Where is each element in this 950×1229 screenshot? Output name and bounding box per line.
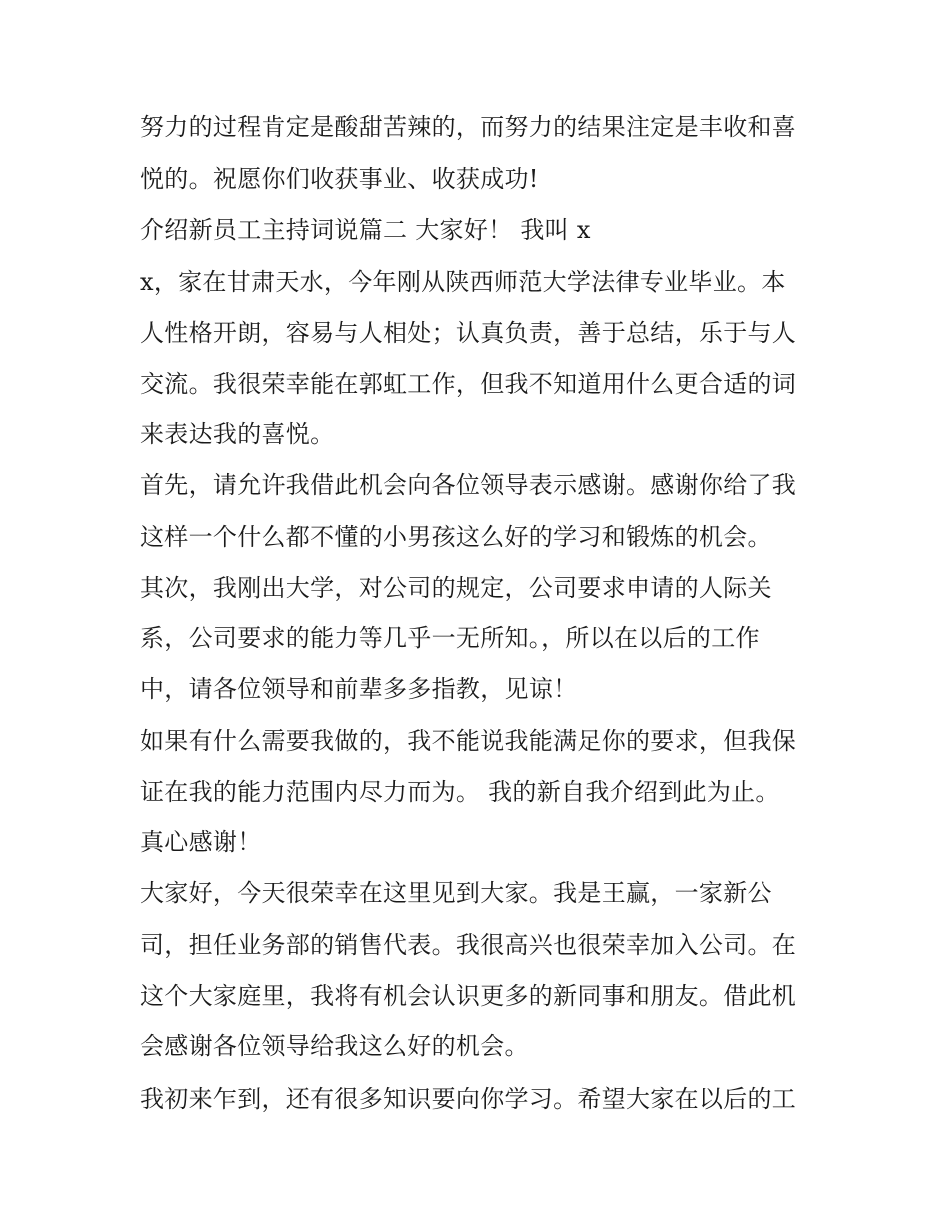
text-line: 司，担任业务部的销售代表。我很高兴也很荣幸加入公司。在: [140, 931, 797, 959]
text-line: 如果有什么需要我做的，我不能说我能满足你的要求，但我保: [140, 727, 797, 755]
text-line: 悦的。祝愿你们收获事业、收获成功!: [140, 165, 539, 193]
text-line: 首先，请允许我借此机会向各位领导表示感谢。感谢你给了我: [140, 471, 797, 499]
text-line: 来表达我的喜悦。: [140, 420, 335, 448]
text-line: 系，公司要求的能力等几乎一无所知。，所以在以后的工作: [140, 624, 760, 652]
text-line: 大家好，今天很荣幸在这里见到大家。我是王赢，一家新公: [140, 879, 772, 907]
text-line: 这个大家庭里，我将有机会认识更多的新同事和朋友。借此机: [140, 982, 797, 1010]
text-line: 会感谢各位领导给我这么好的机会。: [140, 1032, 529, 1060]
text-line: 努力的过程肯定是酸甜苦辣的，而努力的结果注定是丰收和喜: [140, 113, 797, 141]
text-line: 其次，我刚出大学，对公司的规定，公司要求申请的人际关: [140, 574, 772, 602]
text-line: x，家在甘肃天水，今年刚从陕西师范大学法律专业毕业。本: [140, 268, 786, 296]
text-line: 人性格开朗，容易与人相处；认真负责，善于总结，乐于与人: [140, 319, 797, 347]
text-line: 交流。我很荣幸能在郭虹工作，但我不知道用什么更合适的词: [140, 370, 797, 398]
text-line: 我初来乍到，还有很多知识要向你学习。希望大家在以后的工: [140, 1085, 797, 1113]
text-line: 真心感谢！: [140, 828, 262, 856]
text-line: 这样一个什么都不懂的小男孩这么好的学习和锻炼的机会。: [140, 523, 772, 551]
text-line: 证在我的能力范围内尽力而为。 我的新自我介绍到此为止。: [140, 778, 780, 806]
text-line: 介绍新员工主持词说篇二 大家好！ 我叫 x: [140, 216, 591, 244]
text-line: 中，请各位领导和前辈多多指教，见谅！: [140, 675, 578, 703]
